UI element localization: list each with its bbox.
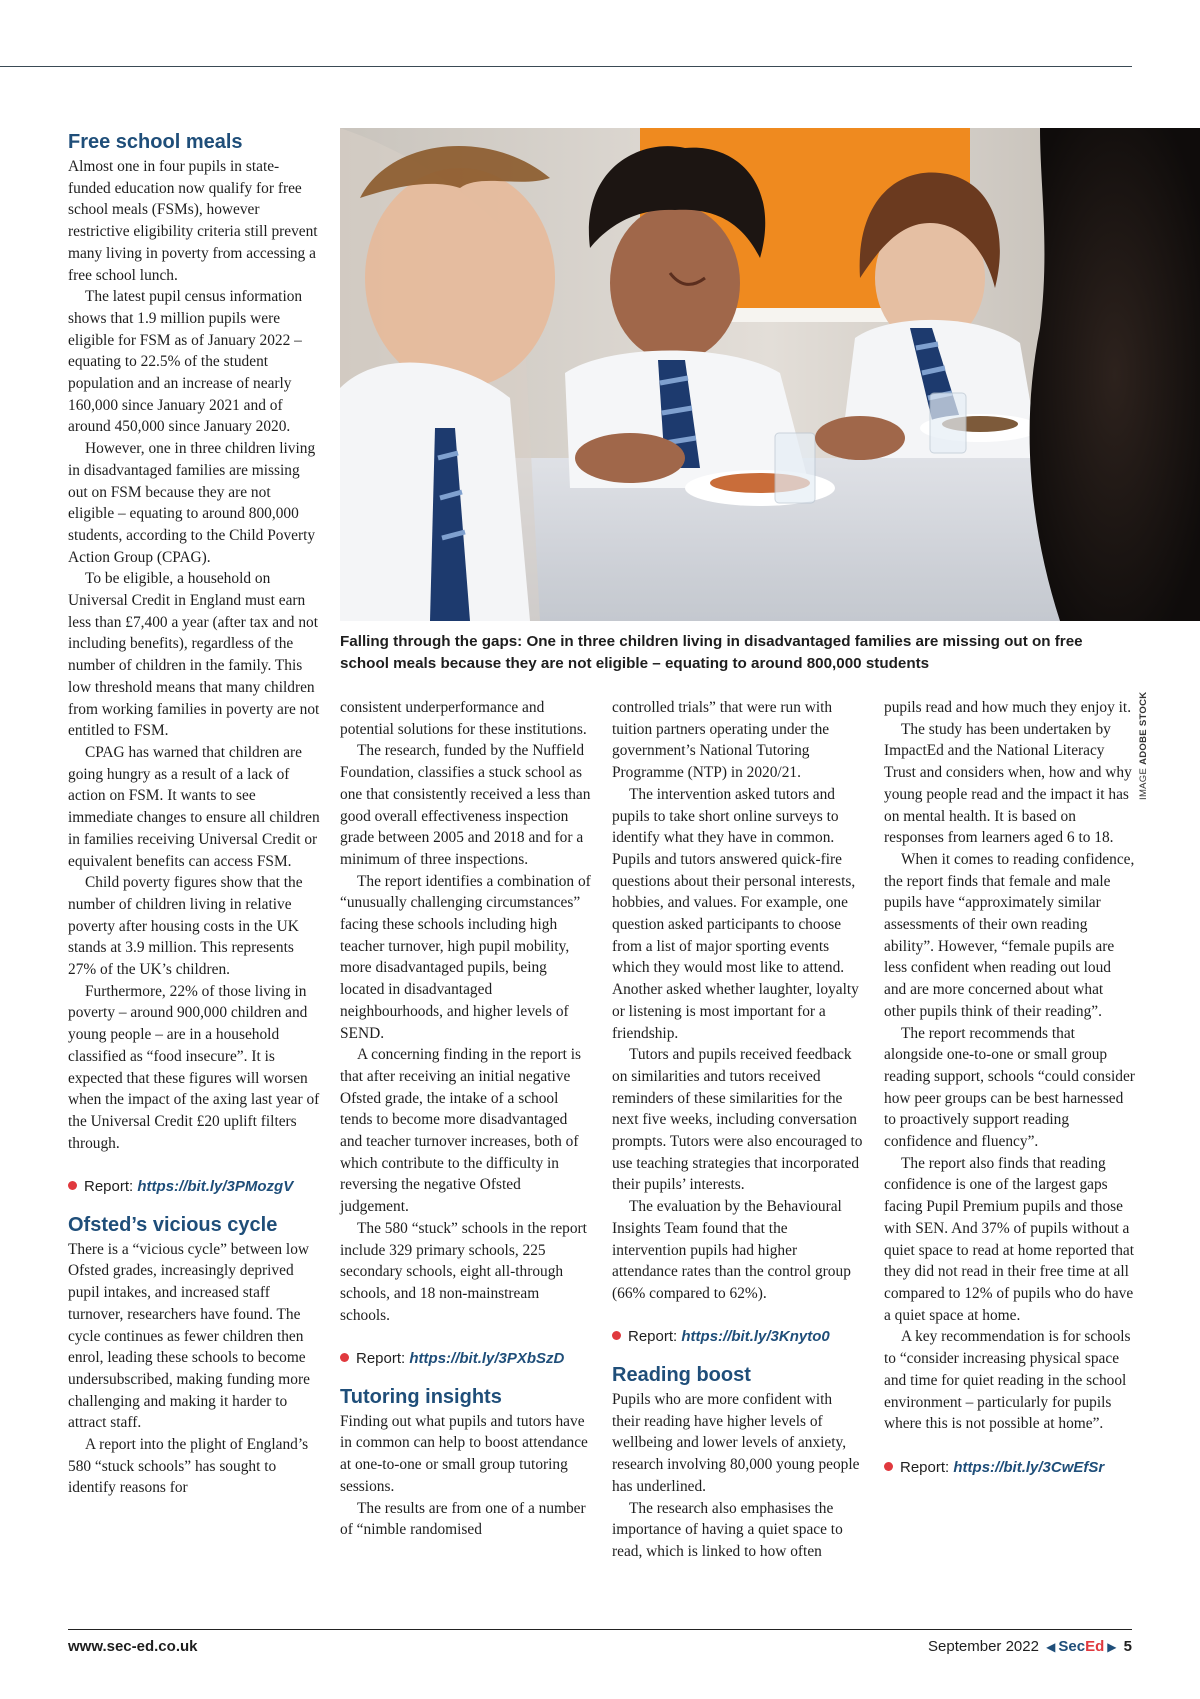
- ofsted-paragraph-5: A concerning finding in the report is that after receiving an initial negative Ofsted grade, the intake of a school tends to become more disadvantaged and teacher turnover increases, both of which contribute to the difficulty in reversing the negative Ofsted judgement.: [340, 1046, 581, 1216]
- top-rule: [0, 66, 1132, 67]
- ofsted-paragraph-1: There is a “vicious cycle” between low Ofsted grades, increasingly deprived pupil intakes, and increased staff turnover, researchers have found. The cycle continues as fewer children then enrol, leading these schools to become undersubscribed, making funding more challenging and making it harder to attract staff.: [68, 1240, 310, 1432]
- credit-prefix: IMAGE: [1138, 767, 1149, 800]
- brand-logo-ed: Ed: [1085, 1638, 1105, 1655]
- reading-paragraph-5: The report recommends that alongside one-to-one or small group reading support, schools “could consider how peer groups can be best harnessed to proactively support reading confidence and fluency”.: [884, 1024, 1135, 1151]
- reading-paragraph-2-continued: pupils read and how much they enjoy it.: [884, 699, 1132, 716]
- column-2: [340, 697, 592, 1541]
- footer-page-info: [928, 1638, 1132, 1655]
- ofsted-paragraph-2: A report into the plight of England’s 580 “stuck schools” has sought to identify reasons for: [68, 1436, 309, 1497]
- ofsted-report-link[interactable]: https://bit.ly/3PXbSzD: [409, 1350, 565, 1368]
- footer-website-url[interactable]: www.sec-ed.co.uk: [68, 1638, 198, 1655]
- ofsted-report: [340, 1348, 592, 1370]
- tutoring-paragraph-2-continued: controlled trials” that were run with tuition partners operating under the government’s National Tutoring Programme (NTP) in 2020/21.: [612, 699, 833, 782]
- column-3: [612, 697, 864, 1563]
- fsm-report: [68, 1176, 320, 1198]
- tutoring-paragraph-4: Tutors and pupils received feedback on similarities and tutors received reminders of these similarities for the next five weeks, including conversation prompts. Tutors were also encouraged to use teaching strategies that incorporated their pupils’ interests.: [612, 1046, 863, 1194]
- triangle-right-icon: ▶: [1107, 1640, 1117, 1654]
- reading-paragraph-2-start: The research also emphasises the importance of having a quiet space to read, which is linked to how often: [612, 1499, 843, 1560]
- triangle-left-icon: ◀: [1046, 1640, 1056, 1654]
- ofsted-paragraph-3: The research, funded by the Nuffield Foundation, classifies a stuck school as one that consistently received a less than good overall effectiveness inspection grade between 2005 and 2018 and for a minimum of three inspections.: [340, 742, 591, 868]
- tutoring-paragraph-3: The intervention asked tutors and pupils to take short online surveys to identify what they have in common. Pupils and tutors answered quick-fire questions about their personal interests, hobbies, and values. For example, one question asked participants to choose from a list of major sporting events which they would most like to attend. Another asked whether laughter, loyalty or listening is most important for a friendship.: [612, 785, 859, 1042]
- tutoring-paragraph-1: Finding out what pupils and tutors have in common can help to boost attendance at one-to-one or small group tutoring sessions.: [340, 1412, 588, 1495]
- bullet-dot: [68, 1181, 77, 1190]
- bullet-dot: [612, 1331, 621, 1340]
- fsm-report-link[interactable]: https://bit.ly/3PMozgV: [137, 1178, 294, 1196]
- article-photo: [340, 128, 1200, 621]
- fsm-paragraph-2: The latest pupil census information shows that 1.9 million pupils were eligible for FSM as of January 2022 – equating to 22.5% of the student population and an increase of nearly 160,000 since January 2021 and of around 450,000 since January 2020.: [68, 288, 303, 436]
- report-label: Report:: [356, 1350, 406, 1368]
- fsm-paragraph-5: CPAG has warned that children are going hungry as a result of a lack of action on FSM. It wants to see immediate changes to ensure all children in families receiving Universal Credit or equivalent benefits can access FSM.: [68, 743, 320, 870]
- ofsted-paragraph-4: The report identifies a combination of “unusually challenging circumstances” facing these schools including high teacher turnover, high pupil mobility, more disadvantaged pupils, being located in disadvantaged neighbourhoods, and higher levels of SEND.: [340, 872, 591, 1042]
- tutoring-paragraph-5: The evaluation by the Behavioural Insights Team found that the intervention pupils had higher attendance rates than the control group (66% compared to 62%).: [612, 1198, 851, 1302]
- report-label: Report:: [628, 1328, 678, 1346]
- reading-paragraph-6: The report also finds that reading confidence is one of the largest gaps facing Pupil Premium pupils and those with SEN. And 37% of pupils without a quiet space to read at home reported that they did not read in their free time at all compared to 12% of pupils who do have a quiet space at home.: [884, 1154, 1134, 1324]
- reading-paragraph-1: Pupils who are more confident with their reading have higher levels of wellbeing and lower levels of anxiety, research involving 80,000 young people has underlined.: [612, 1391, 860, 1495]
- reading-paragraph-4: When it comes to reading confidence, the report finds that female and male pupils have “approximately similar assessments of their own reading ability”. However, “female pupils are less confident when reading out loud and are more concerned about what other pupils think of their reading”.: [884, 850, 1135, 1020]
- credit-source: ADOBE STOCK: [1138, 691, 1149, 765]
- reading-report: [884, 1457, 1136, 1479]
- page-number: 5: [1123, 1638, 1132, 1655]
- fsm-paragraph-3: However, one in three children living in disadvantaged families are missing out on FSM because they are not eligible – equating to around 800,000 students, according to the Child Poverty Action Group (CPAG).: [68, 440, 316, 566]
- report-label: Report:: [84, 1178, 134, 1196]
- section-heading-reading: Reading boost: [612, 1364, 751, 1387]
- pupils-eating-lunch-illustration: [340, 128, 1200, 621]
- bullet-dot: [884, 1462, 893, 1471]
- section-heading-ofsted: Ofsted’s vicious cycle: [68, 1213, 278, 1236]
- bottom-rule: [68, 1629, 1132, 1630]
- reading-report-link[interactable]: https://bit.ly/3CwEfSr: [953, 1458, 1105, 1476]
- reading-paragraph-3: The study has been undertaken by ImpactEd and the National Literacy Trust and considers when, how and why young people read and the impact it has on mental health. It is based on responses from learners aged 6 to 18.: [884, 720, 1132, 847]
- footer-date: September 2022: [928, 1638, 1039, 1655]
- section-heading-tutoring: Tutoring insights: [340, 1385, 502, 1408]
- section-heading-free-school-meals: Free school meals: [68, 131, 243, 153]
- bullet-dot: [340, 1353, 349, 1362]
- brand-logo-sec: Sec: [1058, 1638, 1086, 1655]
- tutoring-paragraph-2-start: The results are from one of a number of “nimble randomised: [340, 1499, 586, 1539]
- image-credit: [1138, 692, 1149, 800]
- photo-caption: Falling through the gaps: One in three children living in disadvantaged families are missing out on free school meals because they are not eligible – equating to around 800,000 students: [340, 633, 1083, 672]
- ofsted-paragraph-6: The 580 “stuck” schools in the report include 329 primary schools, 225 secondary schools, eight all-through schools, and 18 non-mainstream schools.: [340, 1219, 587, 1324]
- reading-paragraph-7: A key recommendation is for schools to “consider increasing physical space and time for quiet reading in the school environment – particularly for pupils where this is not possible at home”.: [884, 1328, 1131, 1433]
- report-label: Report:: [900, 1458, 950, 1476]
- fsm-paragraph-6: Child poverty figures show that the number of children living in relative poverty after housing costs in the UK stands at 3.9 million. This represents 27% of the UK’s children.: [68, 874, 303, 979]
- fsm-paragraph-1: Almost one in four pupils in state-funded education now qualify for free school meals (FSMs), however restrictive eligibility criteria still prevent many living in poverty from accessing a free school lunch.: [68, 158, 318, 284]
- column-4: [884, 697, 1136, 1478]
- tutoring-report: [612, 1326, 864, 1348]
- fsm-paragraph-7: Furthermore, 22% of those living in poverty – around 900,000 children and young people – are in a household classified as “food insecure”. It is expected that these figures will worsen when the impact of the axing last year of the Universal Credit £20 uplift filters through.: [68, 982, 320, 1152]
- column-1: [68, 129, 320, 1499]
- ofsted-paragraph-2-continued: consistent underperformance and potential solutions for these institutions.: [340, 699, 587, 738]
- tutoring-report-link[interactable]: https://bit.ly/3Knyto0: [681, 1328, 830, 1346]
- fsm-paragraph-4: To be eligible, a household on Universal Credit in England must earn less than £7,400 a year (after tax and not including benefits), regardless of the number of children in the family. This low threshold means that many children from working families in poverty are not entitled to FSM.: [68, 570, 320, 740]
